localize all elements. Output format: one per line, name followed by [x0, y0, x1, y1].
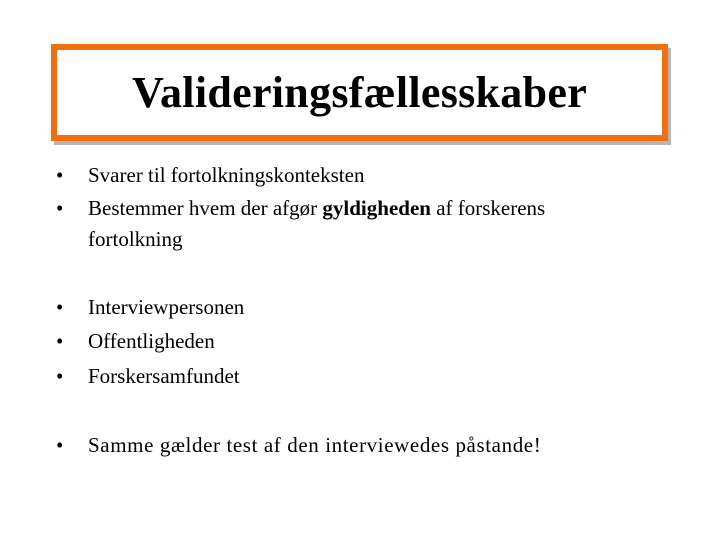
bullet-point-icon: •: [56, 364, 64, 388]
bullet-text-part: Bestemmer hvem der afgør: [88, 196, 323, 220]
bullet-text: fortolkning: [88, 227, 183, 251]
bullet-text: Offentligheden: [88, 329, 215, 353]
bullet-point-icon: •: [56, 163, 64, 187]
bullet-point-icon: •: [56, 196, 64, 220]
bullet-point-icon: •: [56, 433, 64, 457]
bullet-text: Interviewpersonen: [88, 295, 245, 319]
bullet-text-part: af forskerens: [430, 196, 546, 220]
bullet-text: Forskersamfundet: [88, 364, 240, 388]
bullet-text: Svarer til fortolkningskonteksten: [88, 163, 365, 187]
bullet-text: Samme gælder test af den interviewedes påstande!: [88, 433, 542, 457]
bullet-point-icon: •: [56, 295, 64, 319]
bullet-text-bold: gyldigheden: [322, 196, 431, 220]
bullet-text: [88, 193, 648, 224]
bullet-point-icon: •: [56, 329, 64, 353]
slide-title: Valideringsfællesskaber: [131, 68, 588, 117]
